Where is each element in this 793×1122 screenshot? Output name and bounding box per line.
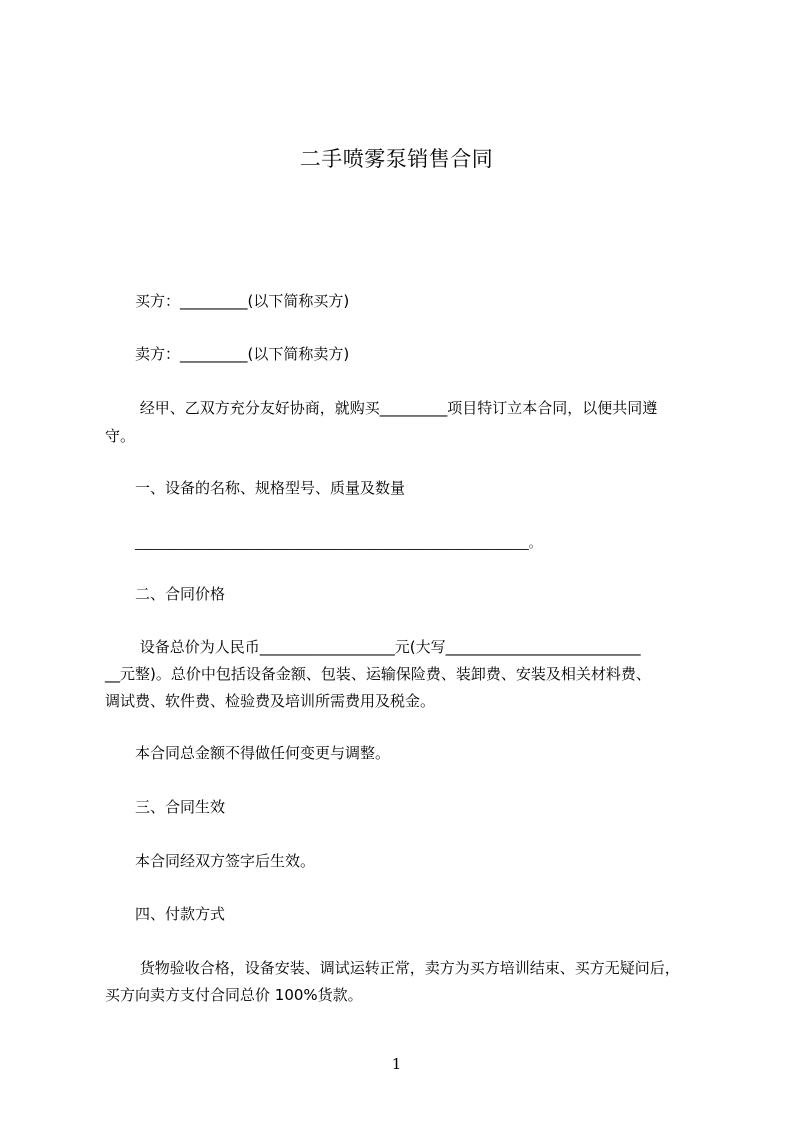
effect-clause: 本合同经双方签字后生效。 xyxy=(135,852,316,870)
section-2-heading: 二、合同价格 xyxy=(135,585,226,603)
section-3-heading: 三、合同生效 xyxy=(135,798,226,816)
price-fixed-clause: 本合同总金额不得做任何变更与调整。 xyxy=(135,744,391,762)
payment-line-2: 买方向卖方支付合同总价 100%货款。 xyxy=(105,986,363,1004)
intro-line-1: 经甲、乙双方充分友好协商，就购买_________项目特订立本合同，以便共同遵 xyxy=(135,399,658,417)
document-title: 二手喷雾泵销售合同 xyxy=(299,147,494,171)
page-number: 1 xyxy=(391,1055,402,1073)
section-1-blank: _______________________________________________________________。 xyxy=(135,535,542,550)
intro-line-2: 守。 xyxy=(105,427,136,445)
section-1-heading: 一、设备的名称、规格型号、质量及数量 xyxy=(135,479,406,497)
price-line-2: __元整)。总价中包括设备金额、包装、运输保险费、装卸费、安装及相关材料费、 xyxy=(105,665,651,683)
section-4-heading: 四、付款方式 xyxy=(135,905,226,923)
price-line-3: 调试费、软件费、检验费及培训所需费用及税金。 xyxy=(105,692,436,710)
seller-line: 卖方：_________(以下简称卖方) xyxy=(135,345,350,363)
buyer-line: 买方：_________(以下简称买方) xyxy=(135,292,350,310)
payment-line-1: 货物验收合格，设备安装、调试运转正常，卖方为买方培训结束、买方无疑问后， xyxy=(135,959,680,977)
price-line-1: 设备总价为人民币__________________元(大写__________________________ xyxy=(135,638,641,656)
